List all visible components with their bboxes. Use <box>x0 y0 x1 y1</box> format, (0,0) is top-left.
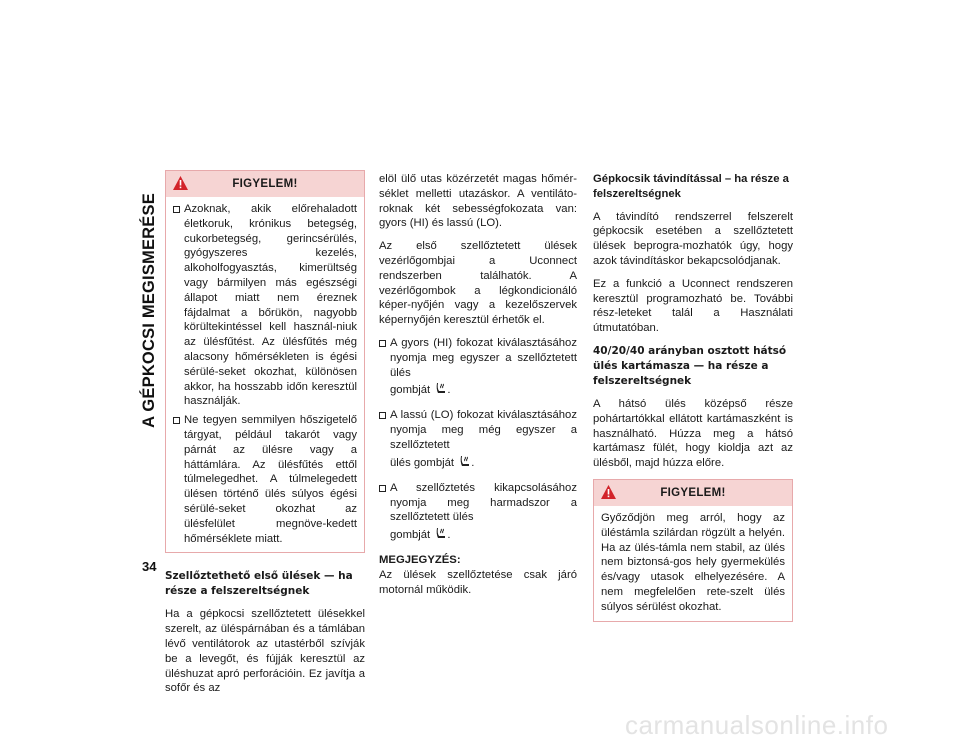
bullet-square-icon <box>379 340 386 347</box>
chapter-title: A GÉPKOCSI MEGISMERÉSE <box>139 192 158 428</box>
paragraph: Az első szellőztetett ülések vezérlőgombjai a Uconnect rendszerben találhatók. A vezérlőgombok a légkondicionáló képer-nyőjén vagy a kezelőszervek képernyőjén keresztül érhetők el. <box>379 240 577 327</box>
warning-title: FIGYELEM! <box>660 486 726 499</box>
bullet-square-icon <box>379 485 386 492</box>
list-item: Ne tegyen semmilyen hőszigetelő tárgyat, például takarót vagy párnát az ülésre vagy a háttámlára. Az ülésfűtés ettől túlmelegedhet. A túlmelegedett ülésen történő ülés súlyos égési sérülé-seket okozhat az ülésfelület megnöve-kedett hőmérséklete miatt. <box>173 413 357 546</box>
warning-header <box>594 480 792 506</box>
ventilated-seat-icon <box>435 382 447 395</box>
ventilated-seat-icon <box>459 455 471 468</box>
section-heading-rear-armrest: 40/20/40 arányban osztott hátsó ülés kartámasza — ha része a felszereltségnek <box>593 344 787 387</box>
list-item: A gyors (HI) fokozat kiválasztásához nyomja meg egyszer a szellőztetett ülés gombját . <box>379 336 577 400</box>
column-middle <box>379 172 577 606</box>
note-label: MEGJEGYZÉS: <box>379 554 461 567</box>
paragraph: elöl ülő utas közérzetét magas hőmér-séklet melletti utazáskor. A ventiláto-roknak két sebességfokozata van: gyors (HI) és lassú (LO). <box>379 173 577 230</box>
warning-triangle-icon <box>600 484 617 500</box>
warning-title: FIGYELEM! <box>232 177 298 190</box>
list-item: A szellőztetés kikapcsolásához nyomja meg harmadszor a szellőztetett ülés gombját . <box>379 481 577 545</box>
section-heading-ventilated-seats: Szellőztethető első ülések — ha része a felszereltségnek <box>165 570 353 598</box>
column-left <box>165 170 365 704</box>
watermark: carmanualsonline.info <box>625 710 889 740</box>
paragraph: A hátsó ülés középső része pohártartókkal ellátott kartámaszként is használható. Húzza meg a hátsó kartámasz fülét, hogy kioldja azt az ülésből, majd húzza előre. <box>593 397 793 470</box>
paragraph: Ez a funkció a Uconnect rendszeren keresztül programozható be. További rész-leteket talál a Használati útmutatóban. <box>593 277 793 335</box>
warning-header <box>166 171 364 197</box>
paragraph: A távindító rendszerrel felszerelt gépkocsik esetében a szellőztetett ülések beprogra-mozhatók úgy, hogy azok távindításkor bekapcsolódjanak. <box>593 210 793 267</box>
warning-box-seatback <box>593 479 793 622</box>
warning-text: Győződjön meg arról, hogy az üléstámla szilárdan rögzült a helyén. Ha az ülés-támla nem stabil, az ülés nem biztonsá-gos hely gyermekülés és/vagy utasok elhelyezésére. A nem megfelelően rete-szelt ülés súlyos sérülést okozhat. <box>601 511 785 613</box>
paragraph: Ha a gépkocsi szellőztetett ülésekkel szerelt, az üléspárnában és a támlában lévő ventilátorok az utastérből szívják be a levegőt, és fújják keresztül az üléshuzat apró perforációin. Ez javítja a sofőr és az <box>165 608 365 695</box>
note-text: Az ülések szellőztetése csak járó motornál működik. <box>379 568 577 596</box>
section-heading-remote-start: Gépkocsik távindítással – ha része a felszereltségnek <box>593 173 789 200</box>
warning-box-heated-seats <box>165 170 365 553</box>
bullet-square-icon <box>173 417 180 424</box>
ventilated-seat-icon <box>435 527 447 540</box>
chapter-side-tab <box>138 170 160 450</box>
bullet-square-icon <box>173 206 180 213</box>
list-item: Azoknak, akik előrehaladott életkoruk, krónikus betegség, cukorbetegség, gerincsérülés, gyógyszeres kezelés, alkoholfogyasztás, kimerültség vagy bármilyen más egészségi állapot miatt nem éreznek fájdalmat a bőrükön, nagyobb körültekintéssel kell használ-niuk az ülésfűtést. Az ülésfűtés még alacsony hőmérsékleten is égési sérülé-seket okozhat, különösen akkor, ha hosszabb időn keresztül használják. <box>173 202 357 409</box>
note <box>379 553 577 597</box>
page-number: 34 <box>142 559 157 574</box>
warning-triangle-icon <box>172 175 189 191</box>
list-item: A lassú (LO) fokozat kiválasztásához nyomja meg még egyszer a szellőztetett ülés gombját . <box>379 408 577 472</box>
bullet-square-icon <box>379 412 386 419</box>
column-right <box>593 172 793 622</box>
